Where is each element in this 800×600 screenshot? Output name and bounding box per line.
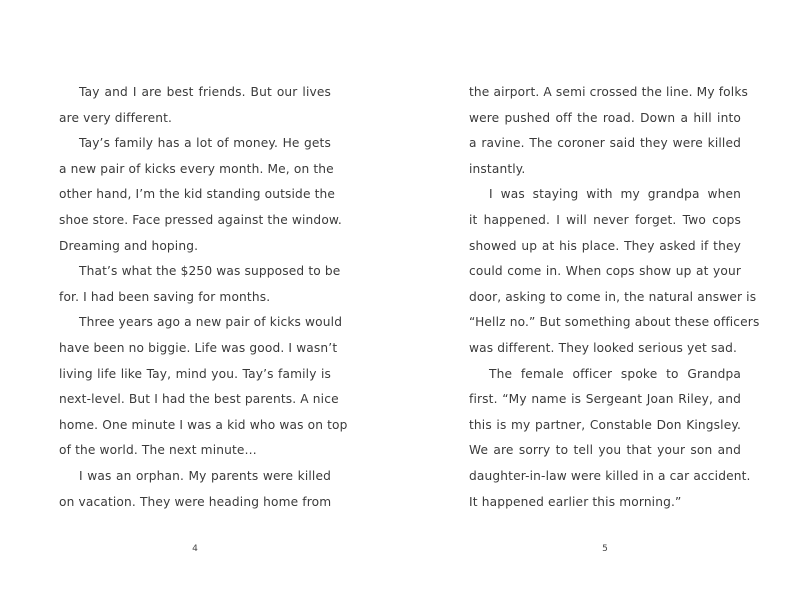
- text-line: were pushed off the road. Down a hill into: [469, 110, 741, 125]
- text-line: of the world. The next minute…: [59, 443, 257, 458]
- text-line: Dreaming and hoping.: [59, 238, 199, 253]
- paragraph: [469, 182, 760, 361]
- text-line: We are sorry to tell you that your son and: [469, 443, 741, 458]
- text-line: could come in. When cops show up at your: [469, 264, 741, 279]
- text-line: living life like Tay, mind you. Tay’s family is: [59, 366, 331, 381]
- text-line: instantly.: [469, 161, 526, 176]
- text-line: on vacation. They were heading home from: [59, 494, 332, 509]
- text-line: shoe store. Face pressed against the window.: [59, 212, 342, 227]
- text-line: a new pair of kicks every month. Me, on the: [59, 161, 334, 176]
- paragraph: [469, 80, 749, 182]
- text-line: That’s what the $250 was supposed to be: [79, 264, 341, 279]
- text-line: daughter-in-law were killed in a car accident.: [469, 468, 751, 483]
- text-line: are very different.: [59, 110, 173, 125]
- paragraph: [59, 259, 341, 310]
- text-line: this is my partner, Constable Don Kingsley.: [469, 417, 741, 432]
- text-line: door, asking to come in, the natural answer is: [469, 289, 757, 304]
- text-line: The female officer spoke to Grandpa: [489, 366, 741, 381]
- text-line: have been no biggie. Life was good. I wasn’t: [59, 340, 338, 355]
- text-line: other hand, I’m the kid standing outside the: [59, 187, 336, 202]
- text-line: I was staying with my grandpa when: [489, 187, 741, 202]
- text-line: the airport. A semi crossed the line. My folks: [469, 85, 749, 99]
- left-page-number: 4: [192, 544, 198, 554]
- text-line: it happened. I will never forget. Two cops: [469, 212, 741, 227]
- text-line: for. I had been saving for months.: [59, 289, 271, 304]
- text-line: I was an orphan. My parents were killed: [79, 468, 331, 483]
- text-line: Three years ago a new pair of kicks would: [79, 315, 343, 330]
- text-line: home. One minute I was a kid who was on top: [59, 417, 348, 432]
- text-line: showed up at his place. They asked if they: [469, 238, 741, 253]
- paragraph: [59, 131, 342, 259]
- text-line: a ravine. The coroner said they were killed: [469, 136, 741, 151]
- text-line: It happened earlier this morning.”: [469, 494, 682, 509]
- text-line: first. “My name is Sergeant Joan Riley, and: [469, 392, 741, 407]
- text-line: was different. They looked serious yet sad.: [469, 340, 738, 355]
- paragraph: [59, 80, 331, 131]
- text-line: Tay and I are best friends. But our lives: [79, 85, 331, 99]
- paragraph: [469, 362, 751, 516]
- left-page-text: [59, 80, 348, 515]
- text-line: “Hellz no.” But something about these officers: [469, 315, 760, 330]
- paragraph: [59, 464, 331, 515]
- paragraph: [59, 310, 348, 464]
- text-line: Tay’s family has a lot of money. He gets: [79, 136, 331, 151]
- right-page-number: 5: [602, 544, 608, 554]
- text-line: next-level. But I had the best parents. A nice: [59, 392, 339, 407]
- right-page-text: [469, 80, 760, 515]
